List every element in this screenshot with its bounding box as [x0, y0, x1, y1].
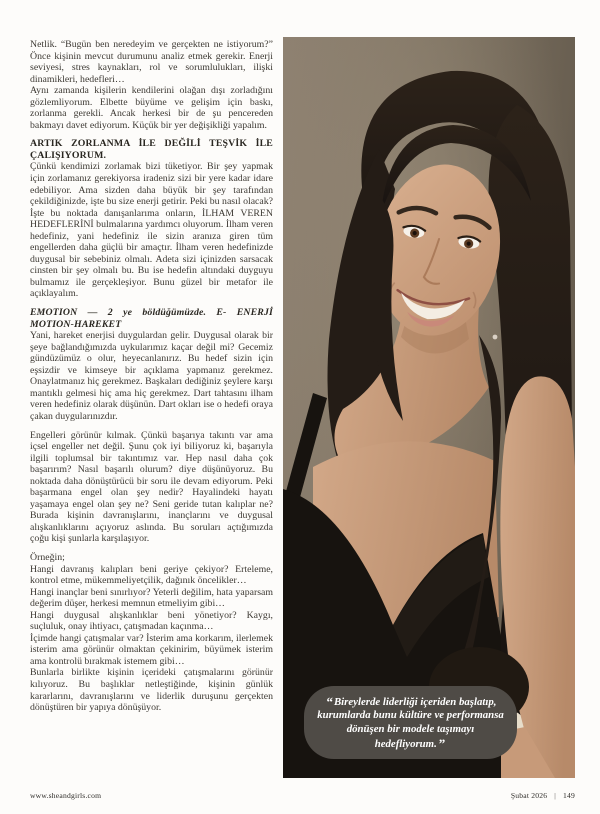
paragraph: Çünkü kendimizi zorlamak bizi tüketiyor. Bir şey yapmak için zorlamanız gerekiyorsa iradeniz sizi bir yere kadar idare edebiliyor. Ama sizden daha büyük bir şey tarafından çekildiğinizde, işte bu size enerji getirir. Peki bu nasıl olacak? İşte bu noktada danışanlarıma onların, İLHAM VEREN HEDEFLERİNİ bulmalarına yardımcı oluyorum. İlham veren hedefiniz, yani hedefiniz ile sizin aranıza giren tüm engellerden daha güçlü bir amaçtır. İlham veren hedefinizde duygusal bir sebebiniz olmalı. Adeta sizi içinizden sarsacak cinsten bir şey olmalı bu. Bu ise hedefin altındaki duyguyu bulmamız ile gerçekleşiyor. Bunu güzel bir metafor ile açıklayalım.: [30, 161, 273, 300]
pull-quote-text: [317, 694, 504, 751]
portrait-photo: [283, 37, 575, 778]
paragraph: Netlik. “Bugün ben neredeyim ve gerçekten ne istiyorum?” Önce kişinin mevcut durumunu analiz etmek gerekir. Enerji seviyesi, stres kaynakları, rol ve sorumlulukları, ilişki dinamikleri, hedefleri…: [30, 39, 273, 85]
paragraph-question: Hangi davranış kalıpları beni geriye çekiyor? Erteleme, kontrol etme, mükemmeliyetçilik, dağınık öncelikler…: [30, 563, 273, 587]
paragraph-question: Hangi duygusal alışkanlıklar beni yönetiyor? Kaygı, suçluluk, onay ihtiyacı, çatışmadan kaçınma…: [30, 609, 273, 633]
open-quote-mark: “: [326, 694, 332, 710]
paragraph: Engelleri görünür kılmak. Çünkü başarıya takıntı var ama içsel engeller net değil. Şunu çok iyi biliyoruz ki, başarıyla ilgili toplumsal bir takıntımız var. Hep nasıl daha çok başarırım? Nasıl başarılı olurum? diye düşünüyoruz. Bu noktada daha dönüştürücü bir soru ile devam ediyorum. Peki başarmana engel olan şey nedir? Hayalindeki hayatı yaşamaya engel olan şey ne? Seni geride tutan kalıplar ne? Burada kişinin davranışlarını, inançlarını ve duygusal alışkanlıklarını açıyoruz aslında. Bu soruları açtığımızda çoğu kişi şunlarla karşılaşıyor.: [30, 429, 273, 545]
close-quote-mark: ”: [438, 735, 445, 751]
footer-date: Şubat 2026: [510, 790, 548, 800]
article-column: [30, 39, 273, 714]
paragraph: Aynı zamanda kişilerin kendilerini olağan dışı zorladığını gözlemliyorum. Elbette büyüme ve gelişim için baskı, zorlanma gerekli. Ancak herkesi bir de şu pencereden bakmayı davet ediyorum. Küçük bir yer değişikliği yapalım.: [30, 85, 273, 131]
paragraph: Bunlarla birlikte kişinin içerideki çatışmalarını görünür kılıyoruz. Bu başlıklar netleştiğinde, kişinin günlük kararlarını, davranışlarını ve liderlik duruşunu gerçekten dönüştüren bir yapıya dönüşüyor.: [30, 667, 273, 714]
paragraph-question: İçimde hangi çatışmalar var? İsterim ama korkarım, ilerlemek isterim ama görünür olmaktan çekinirim, büyümek isterim ama kontrolü bırakmak istemem gibi…: [30, 632, 273, 667]
portrait-illustration: [283, 37, 575, 778]
page-footer: [30, 788, 575, 802]
footer-right: [511, 791, 575, 800]
section-heading-emotion: EMOTION — 2 ye böldüğümüzde. E- ENERJİ MOTION-HAREKET: [30, 307, 273, 330]
paragraph: Yani, hareket enerjisi duygulardan gelir. Duygusal olarak bir şeye bağlandığımızda uykularımız kaçar değil mi? Gecemiz gündüzümüz o olur, heyecanlanırız. Bu hedef sizin için eşsizdir ve kimseye bir açıklama yapmanız gerekmez. Onaylatmanız hiç gerekmez. Başkaları dediğiniz şeylere karşı mantıklı gelmesi hiç ama hiç gerekmez. Dart tahtasını ilham veren hedefiniz olarak düşünün. Dart okları ise o hedefi oraya çakan duygularınızdır.: [30, 330, 273, 422]
footer-separator: |: [554, 790, 556, 800]
pull-quote: Bireylerde liderliği içeriden başlatıp, kurumlarda bunu kültüre ve performansa dönüşen bir modele taşımayı hedefliyorum.: [317, 696, 504, 750]
section-heading: ARTIK ZORLANMA İLE DEĞİLİ TEŞVİK İLE ÇALIŞIYORUM.: [30, 138, 273, 161]
pull-quote-box: [304, 686, 517, 759]
footer-page-number: 149: [563, 790, 575, 800]
paragraph-question: Hangi inançlar beni sınırlıyor? Yeterli değilim, hata yaparsam değerim düşer, herkesi memnun etmeliyim gibi…: [30, 586, 273, 610]
footer-website: www.sheandgirls.com: [30, 790, 102, 800]
paragraph-example-label: Örneğin;: [30, 551, 65, 563]
